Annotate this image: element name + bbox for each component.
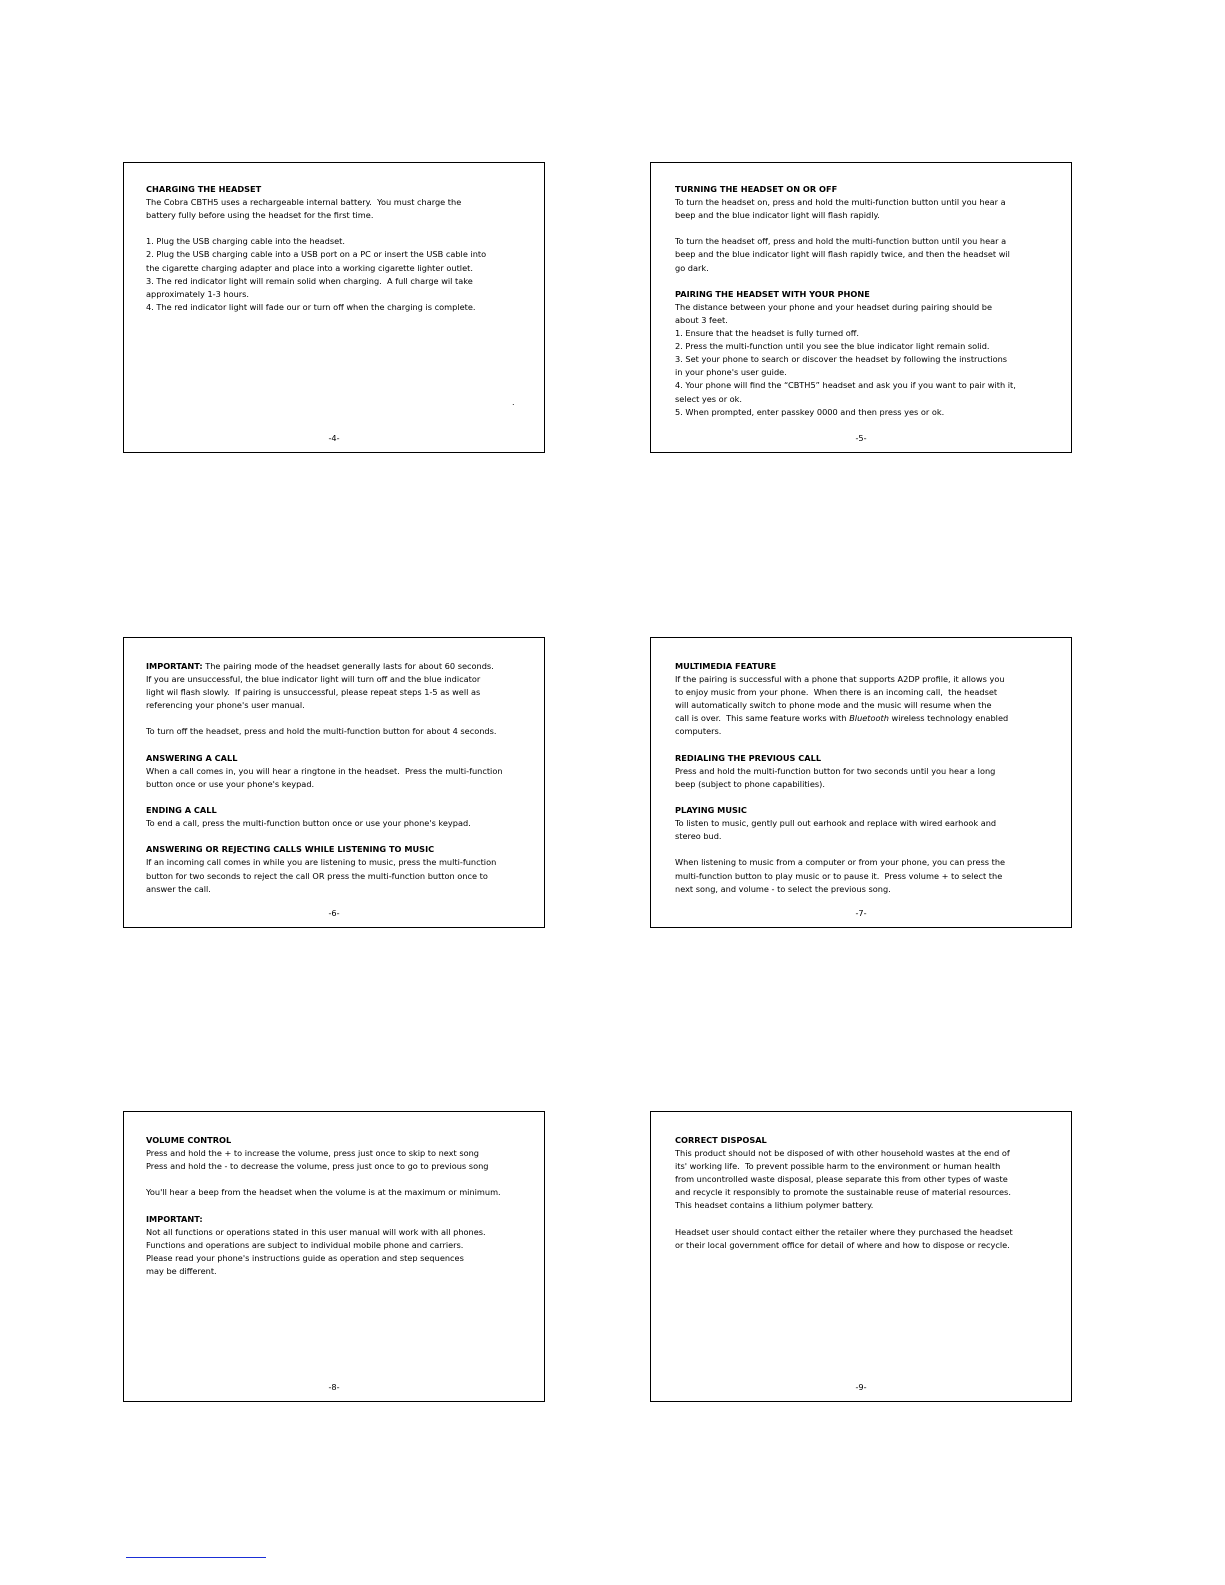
body-line: When a call comes in, you will hear a ringtone in the headset. Press the multi-function [146,765,503,776]
body-line: To end a call, press the multi-function button once or use your phone's keypad. [146,818,471,829]
stray-mark: . [512,398,515,407]
step-line: 2. Press the multi-function until you see the blue indicator light remain solid. [675,341,990,352]
step-line: 3. The red indicator light will remain solid when charging. A full charge wil take [146,275,473,286]
step-line: 4. The red indicator light will fade our or turn off when the charging is complete. [146,301,476,312]
page-number: -5- [855,433,867,443]
body-line: The distance between your phone and your headset during pairing should be [675,301,993,312]
step-line: select yes or ok. [675,393,743,404]
page-content [675,1134,1069,1252]
page-content [675,660,1069,896]
text-run: call is over. This same feature works with [675,713,850,724]
step-line: in your phone's user guide. [675,367,787,378]
body-line: battery fully before using the headset for the first time. [146,210,374,221]
bluetooth-term: Bluetooth [849,713,889,724]
page-content [146,1134,538,1278]
body-line: go dark. [675,262,709,273]
body-line: Press and hold the + to increase the volume, press just once to skip to next song [146,1148,480,1159]
body-line: about 3 feet. [675,314,728,325]
body-line: to enjoy music from your phone. When there is an incoming call, the headset [675,687,998,698]
body-line: To listen to music, gently pull out earhook and replace with wired earhook and [675,818,997,829]
step-line: 1. Ensure that the headset is fully turned off. [675,328,859,339]
body-line: If an incoming call comes in while you are listening to music, press the multi-function [146,857,497,868]
body-line: next song, and volume - to select the previous song. [675,883,891,894]
section-heading-volume: VOLUME CONTROL [146,1135,232,1145]
body-line: This headset contains a lithium polymer battery. [675,1200,874,1211]
body-line: beep (subject to phone capabilities). [675,778,825,789]
page-number: -9- [855,1382,867,1392]
page-number: -8- [328,1382,340,1392]
body-line: Functions and operations are subject to individual mobile phone and carriers. [146,1239,464,1250]
step-line: 1. Plug the USB charging cable into the headset. [146,236,345,247]
body-line: To turn the headset on, press and hold the multi-function button until you hear a [675,197,1006,208]
body-line: If the pairing is successful with a phone that supports A2DP profile, it allows you [675,674,1005,685]
step-line: 4. Your phone will find the “CBTH5” headset and ask you if you want to pair with it, [675,380,1016,391]
body-line: Not all functions or operations stated in this user manual will work with all phones. [146,1226,486,1237]
body-line: You'll hear a beep from the headset when the volume is at the maximum or minimum. [146,1187,501,1198]
section-heading-charging: CHARGING THE HEADSET [146,184,262,194]
body-line: beep and the blue indicator light will flash rapidly. [675,210,880,221]
body-line: multi-function button to play music or to pause it. Press volume + to select the [675,870,1003,881]
body-line: To turn the headset off, press and hold the multi-function button until you hear a [675,236,1007,247]
page-content [146,660,538,896]
body-line: will automatically switch to phone mode and the music will resume when the [675,700,992,711]
page-number: -4- [328,433,340,443]
manual-page-7 [650,637,1072,928]
step-line: approximately 1-3 hours. [146,288,250,299]
body-line [675,712,1069,725]
section-heading-multimedia: MULTIMEDIA FEATURE [675,661,777,671]
body-line: may be different. [146,1265,217,1276]
body-line: button for two seconds to reject the call OR press the multi-function button once to [146,870,488,881]
body-line: beep and the blue indicator light will flash rapidly twice, and then the headset wil [675,249,1010,260]
step-line: the cigarette charging adapter and place into a working cigarette lighter outlet. [146,262,473,273]
body-line: When listening to music from a computer or from your phone, you can press the [675,857,1006,868]
body-line: Headset user should contact either the retailer where they purchased the headset [675,1226,1013,1237]
section-heading-playing: PLAYING MUSIC [675,805,747,816]
body-line: Press and hold the multi-function button for two seconds until you hear a long [675,765,996,776]
important-line [146,660,538,673]
section-heading-redialing: REDIALING THE PREVIOUS CALL [675,752,822,763]
body-line: referencing your phone's user manual. [146,700,305,711]
manual-page-5 [650,162,1072,453]
body-line: If you are unsuccessful, the blue indicator light will turn off and the blue indicator [146,674,481,685]
section-heading-disposal: CORRECT DISPOSAL [675,1135,767,1145]
body-line: light wil flash slowly. If pairing is unsuccessful, please repeat steps 1-5 as well as [146,687,481,698]
page-number: -6- [328,908,340,918]
body-line: computers. [675,726,722,737]
page-content [146,183,538,314]
body-line: and recycle it responsibly to promote the sustainable reuse of material resources. [675,1187,1011,1198]
body-line: its' working life. To prevent possible harm to the environment or human health [675,1161,1001,1172]
body-line: answer the call. [146,883,211,894]
manual-page-4 [123,162,545,453]
body-line: from uncontrolled waste disposal, please separate this from other types of waste [675,1174,1008,1185]
manual-page-6 [123,637,545,928]
body-line: Press and hold the - to decrease the volume, press just once to go to previous song [146,1161,489,1172]
step-line: 2. Plug the USB charging cable into a USB port on a PC or insert the USB cable into [146,249,487,260]
body-line: Please read your phone's instructions guide as operation and step sequences [146,1252,464,1263]
section-heading-on-off: TURNING THE HEADSET ON OR OFF [675,184,838,194]
section-heading-ending: ENDING A CALL [146,805,217,816]
important-label: IMPORTANT: [146,661,203,671]
section-heading-pairing: PAIRING THE HEADSET WITH YOUR PHONE [675,288,870,299]
important-first-line: The pairing mode of the headset generally lasts for about 60 seconds. [202,661,494,671]
section-heading-important: IMPORTANT: [146,1213,203,1224]
body-line: This product should not be disposed of with other household wastes at the end of [675,1148,1010,1159]
body-line: stereo bud. [675,831,722,842]
page-content [675,183,1069,419]
manual-page-8 [123,1111,545,1402]
page-number: -7- [855,908,867,918]
step-line: 5. When prompted, enter passkey 0000 and then press yes or ok. [675,406,945,417]
step-line: 3. Set your phone to search or discover the headset by following the instructions [675,354,1008,365]
manual-page-9 [650,1111,1072,1402]
section-heading-rejecting: ANSWERING OR REJECTING CALLS WHILE LISTENING TO MUSIC [146,844,435,855]
body-line: To turn off the headset, press and hold the multi-function button for about 4 seconds. [146,726,497,737]
section-heading-answering: ANSWERING A CALL [146,752,238,763]
body-line: or their local government office for detail of where and how to dispose or recycle. [675,1239,1010,1250]
footer-link-underline[interactable] [126,1557,266,1558]
body-line: The Cobra CBTH5 uses a rechargeable internal battery. You must charge the [146,197,462,208]
body-line: button once or use your phone's keypad. [146,778,315,789]
text-run: wireless technology enabled [888,713,1009,724]
